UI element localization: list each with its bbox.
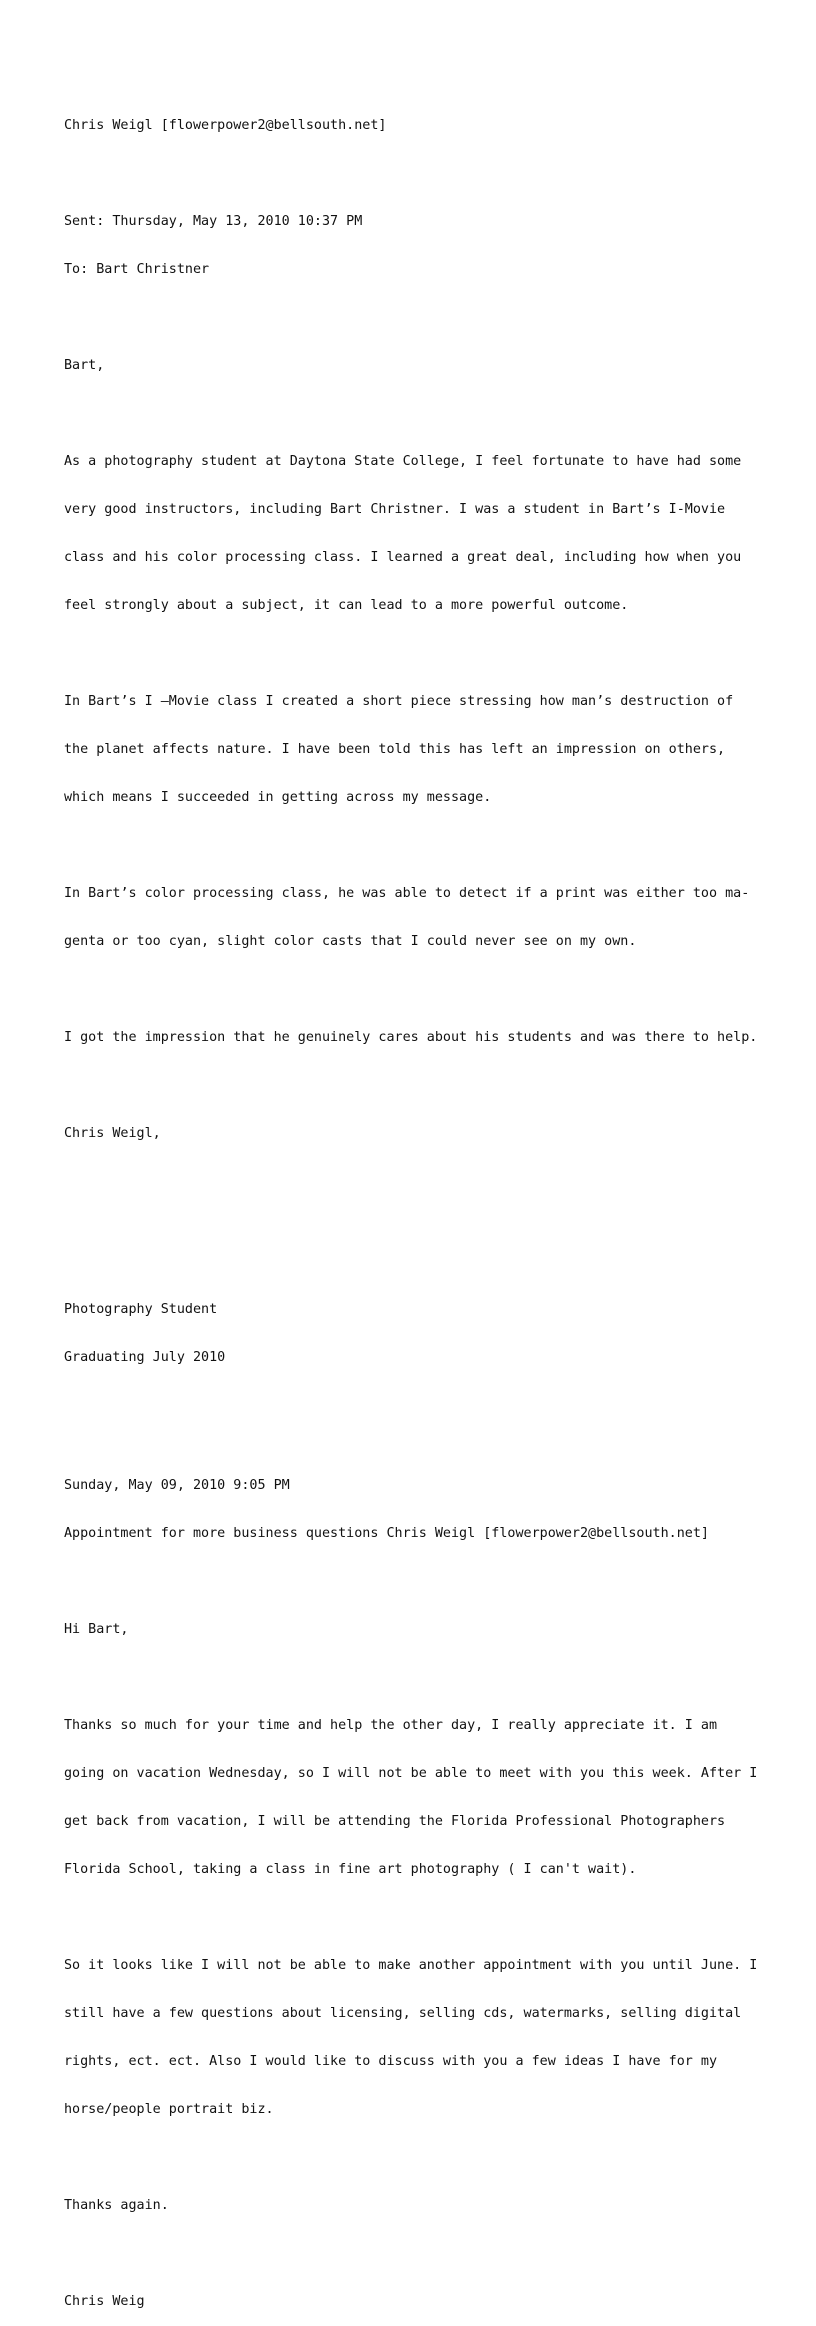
email2-subject: Appointment for more business questions Chris Weigl [flowerpower2@bellsouth.net] bbox=[64, 1526, 709, 1541]
email2-greeting: Hi Bart, bbox=[64, 1622, 129, 1637]
email1-p3-line: genta or too cyan, slight color casts that I could never see on my own. bbox=[64, 934, 637, 949]
email1-p2-line: In Bart’s I —Movie class I created a short piece stressing how man’s destruction of bbox=[64, 694, 734, 709]
email2-p1-line: Thanks so much for your time and help the other day, I really appreciate it. I am bbox=[64, 1718, 718, 1733]
email1-p1-line: As a photography student at Daytona State College, I feel fortunate to have had some bbox=[64, 454, 742, 469]
email1-p3-line: In Bart’s color processing class, he was able to detect if a print was either too ma- bbox=[64, 886, 750, 901]
email2-p2-line: rights, ect. ect. Also I would like to discuss with you a few ideas I have for my bbox=[64, 2054, 718, 2069]
email1-signoff: Chris Weigl, bbox=[64, 1126, 161, 1141]
email1-to: To: Bart Christner bbox=[64, 262, 210, 277]
email2-p1-line: get back from vacation, I will be attending the Florida Professional Photographers bbox=[64, 1814, 726, 1829]
email1-greeting: Bart, bbox=[64, 358, 105, 373]
letter-document bbox=[64, 86, 764, 2326]
email1-p2-line: the planet affects nature. I have been told this has left an impression on others, bbox=[64, 742, 726, 757]
email2-p1-line: going on vacation Wednesday, so I will not be able to meet with you this week. After I bbox=[64, 1766, 758, 1781]
email2-p2-line: So it looks like I will not be able to make another appointment with you until June. I bbox=[64, 1958, 758, 1973]
email2-p2-line: still have a few questions about licensing, selling cds, watermarks, selling digital bbox=[64, 2006, 742, 2021]
email1-signature-title: Photography Student bbox=[64, 1302, 218, 1317]
email2-thanks: Thanks again. bbox=[64, 2198, 169, 2213]
email1-p4: I got the impression that he genuinely cares about his students and was there to help. bbox=[64, 1030, 758, 1045]
email2-p1-line: Florida School, taking a class in fine art photography ( I can't wait). bbox=[64, 1862, 637, 1877]
email1-sent: Sent: Thursday, May 13, 2010 10:37 PM bbox=[64, 214, 363, 229]
email1-p1-line: feel strongly about a subject, it can lead to a more powerful outcome. bbox=[64, 598, 629, 613]
email1-signature-grad: Graduating July 2010 bbox=[64, 1350, 226, 1365]
email2-signoff: Chris Weig bbox=[64, 2294, 145, 2309]
email1-from: Chris Weigl [flowerpower2@bellsouth.net] bbox=[64, 118, 387, 133]
email1-p1-line: very good instructors, including Bart Christner. I was a student in Bart’s I-Movie bbox=[64, 502, 726, 517]
email1-p2-line: which means I succeeded in getting across my message. bbox=[64, 790, 492, 805]
email1-p1-line: class and his color processing class. I learned a great deal, including how when you bbox=[64, 550, 742, 565]
email2-date: Sunday, May 09, 2010 9:05 PM bbox=[64, 1478, 290, 1493]
email2-p2-line: horse/people portrait biz. bbox=[64, 2102, 274, 2117]
